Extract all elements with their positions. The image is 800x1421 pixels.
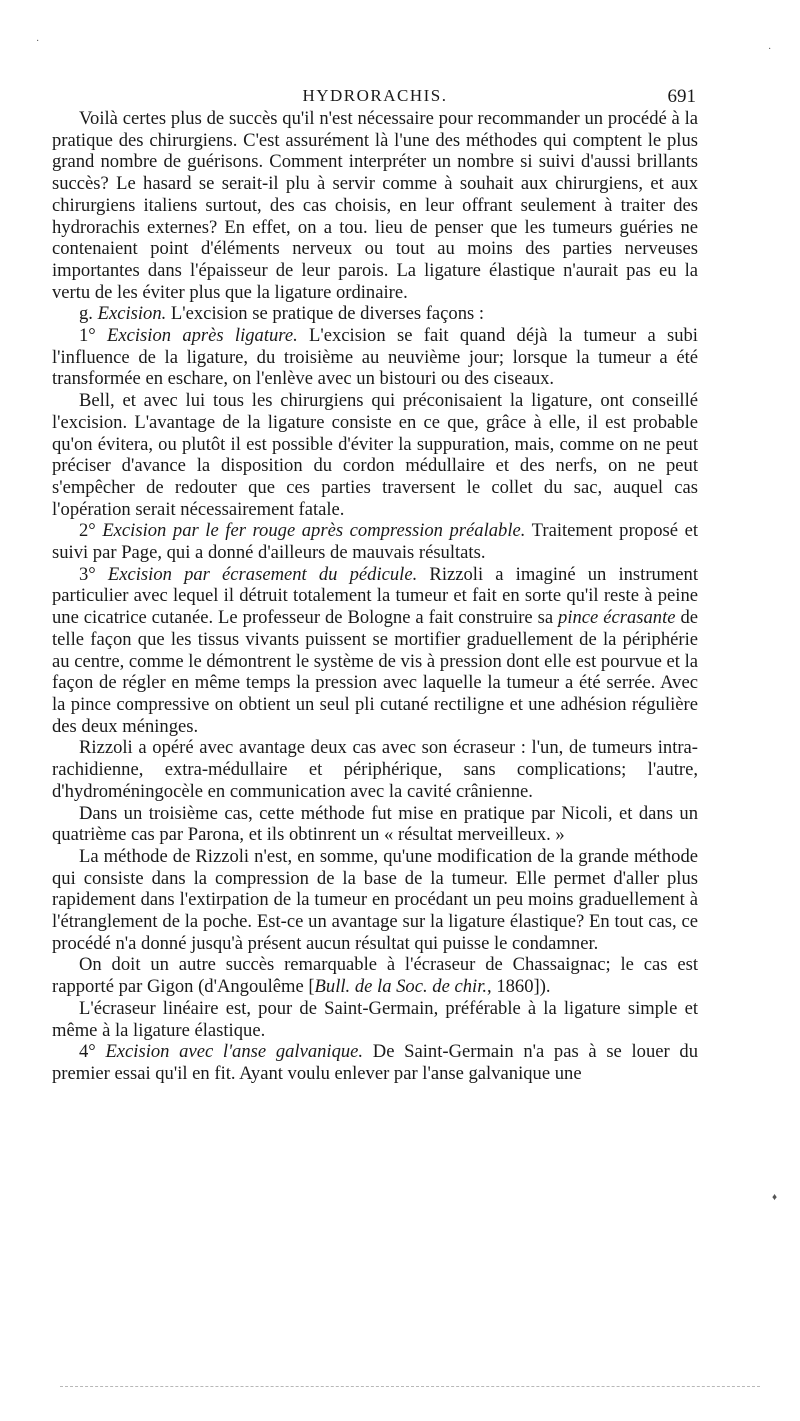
text-run: Bell, et avec lui tous les chirurgiens qui préconisaient la ligature, ont conseillé l'excision. L'avantage de la ligature consiste en ce que, grâce à elle, il est probable qu'on évitera, ou plutôt il est possible d'éviter la suppuration, mais, comme on ne peut préciser d'avance la disposition du cordon médullaire et des nerfs, on ne peut s'empêcher de redouter que ces parties traversent le collet du sac, auquel cas l'opération serait nécessairement fatale. (52, 390, 698, 520)
italic-run: Excision. (97, 303, 167, 325)
text-run: 1° (79, 325, 108, 347)
margin-speck: ♦ (772, 1192, 778, 1203)
text-run: L'excision se pratique de diverses façons : (166, 303, 485, 325)
italic-run: Bull. de la Soc. de chir. (314, 976, 488, 998)
italic-run: Excision par le fer rouge après compression préalable. (102, 520, 526, 542)
text-run: L'excision se fait quand déjà la tumeur a subi l'influence de la ligature, du troisième au neuvième jour; lorsque la tumeur a été transformée en eschare, on l'enlève avec un bistouri ou des ciseaux. (52, 325, 698, 390)
paragraph (52, 520, 698, 563)
body-text (52, 108, 698, 1085)
text-run: Rizzoli a imaginé un instrument particulier avec lequel il détruit totalement la tumeur et fait en sorte qu'il reste à peine une cicatrice cutanée. Le professeur de Bologne a fait construire sa (52, 563, 699, 629)
text-run: La méthode de Rizzoli n'est, en somme, qu'une modification de la grande méthode qui consiste dans la compression de la base de la tumeur. Elle permet d'aller plus rapidement dans l'extirpation de la tumeur en procédant un peu moins graduellement à l'étranglement de la poche. Est-ce un avantage sur la ligature élastique? En tout cas, ce procédé n'a donné jusqu'à présent aucun résultat qui puisse le condamner. (52, 845, 698, 954)
paragraph (52, 1041, 698, 1084)
paragraph (52, 325, 698, 390)
text-run: L'écraseur linéaire est, pour de Saint-Germain, préférable à la ligature simple et même à la ligature élastique. (52, 997, 698, 1041)
paragraph (52, 108, 698, 303)
paragraph (52, 303, 698, 325)
margin-speck: · (36, 36, 40, 47)
paragraph (52, 564, 698, 738)
text-run: On doit un autre succès remarquable à l'écraseur de Chassaignac; le cas est rapporté par Gigon (d'Angoulême [ (52, 954, 698, 998)
paragraph (52, 803, 698, 846)
running-title: HYDRORACHIS. (302, 86, 448, 105)
paragraph (52, 737, 698, 802)
italic-run: pince écrasante (558, 607, 676, 629)
italic-run: Excision après ligature. (107, 325, 298, 347)
text-run: De Saint-Germain n'a pas à se louer du premier essai qu'il en fit. Ayant voulu enlever par l'anse galvanique une (52, 1041, 698, 1084)
running-head (52, 78, 698, 108)
text-run: 3° (79, 563, 108, 585)
paragraph (52, 846, 698, 955)
text-run: Rizzoli a opéré avec avantage deux cas avec son écraseur : l'un, de tumeurs intra-rachidienne, extra-médullaire et périphérique, sans complications; l'autre, d'hydroméningocèle en communication avec la cavité crânienne. (52, 737, 698, 802)
paragraph (52, 390, 698, 520)
paragraph (52, 954, 698, 997)
text-run: Traitement proposé et suivi par Page, qui a donné d'ailleurs de mauvais résultats. (52, 520, 698, 564)
italic-run: Excision avec l'anse galvanique. (105, 1041, 364, 1063)
text-run: g. (79, 303, 98, 325)
text-run: Dans un troisième cas, cette méthode fut mise en pratique par Nicoli, et dans un quatrième cas par Parona, et ils obtinrent un « résultat merveilleux. » (52, 802, 698, 846)
italic-run: Excision par écrasement du pédicule. (107, 563, 418, 585)
paragraph (52, 998, 698, 1041)
book-page (52, 78, 698, 1085)
text-run: de telle façon que les tissus vivants puissent se mortifier graduellement de la périphérie au centre, comme le démontrent le système de vis à pression dont elle est pourvue et la façon de régler en même temps la pression avec laquelle la tumeur a été serrée. Avec la pince compressive on obtient un seul pli cutané rectiligne et une adhésion régulière des deux méninges. (52, 607, 699, 737)
text-run: 2° (79, 520, 103, 542)
text-run: 4° (79, 1041, 106, 1063)
page-bottom-edge (60, 1386, 760, 1387)
text-run: , 1860]). (487, 976, 551, 998)
margin-speck: · (768, 44, 772, 55)
text-run: Voilà certes plus de succès qu'il n'est nécessaire pour recommander un procédé à la pratique des chirurgiens. C'est assurément là l'une des méthodes qui comptent le plus grand nombre de guérisons. Comment interpréter un nombre si suivi d'aussi brillants succès? Le hasard se serait-il plu à servir comme à souhait aux chirurgiens, et aux chirurgiens italiens surtout, des cas choisis, en leur offrant seulement à traiter des hydrorachis externes? En effet, on a tou. lieu de penser que les tumeurs guéries ne contenaient point d'éléments nerveux ou tout au moins des parties nerveuses importantes dans l'épaisseur de leur parois. La ligature élastique n'aurait pas eu la vertu de les éviter plus que la ligature ordinaire. (52, 108, 698, 303)
page-number: 691 (667, 86, 696, 107)
